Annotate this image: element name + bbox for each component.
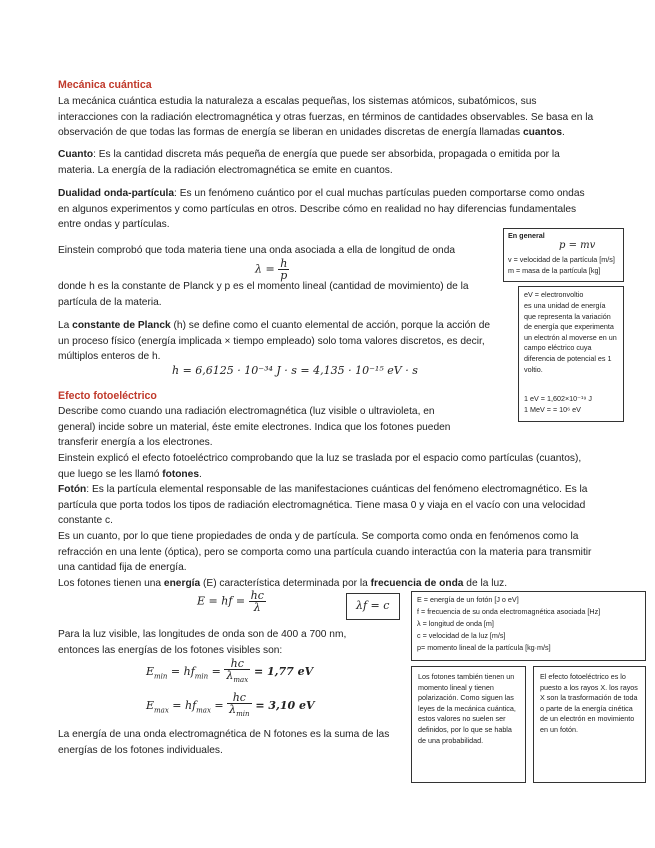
- planck-text: (h) se define como el cuanto elemental de acción, porque la acción de un proceso físico (energía implicada × tiempo empleado) solo toma valores discretos, es decir, múltiplos enteros de h.: [58, 320, 491, 363]
- emin-den-sub: max: [233, 676, 249, 685]
- p4-bold-energia: energía: [163, 578, 201, 589]
- foton-paragraph: [58, 482, 598, 529]
- energy-equation: [197, 590, 266, 613]
- emax-den-sub: min: [236, 710, 250, 719]
- planck-term: constante de Planck: [72, 320, 171, 331]
- box-fotones-momento: [411, 666, 526, 783]
- foton-text: : Es la partícula elemental responsable de las manifestaciones cuánticas del fenómeno electromagnético. Es la partícula que porta todos los tipos de radiación electromagnética. Tiene masa 0 y viaja en el vacío con una velocidad constante c.: [58, 484, 588, 527]
- box-general-line2: m = masa de la partícula [kg]: [508, 266, 601, 275]
- emax-num: hc: [227, 692, 251, 704]
- energy-fraction: [249, 590, 266, 613]
- energy-den: λ: [253, 601, 261, 614]
- box-general-eq: p = mv: [559, 240, 596, 251]
- emax-den-lambda: λ: [229, 703, 237, 716]
- emin-den-lambda: λ: [226, 669, 234, 682]
- emin-den: [224, 670, 250, 686]
- box-ev-text: es una unidad de energía que representa la variación de energía que experimenta un electrón al moverse en un campo eléctrico cuya diferencia de potencial es 1 voltio.: [524, 301, 617, 374]
- emax-mid: = hf: [168, 699, 197, 713]
- intro-bold: cuantos: [522, 127, 563, 139]
- emin-fraction: [224, 658, 250, 686]
- box-ev-title: eV = electronvoltio: [524, 290, 584, 299]
- emax-fraction: [227, 692, 251, 720]
- p4-bold-frecuencia: frecuencia de onda: [370, 578, 464, 589]
- p2-end: .: [199, 468, 202, 480]
- emin-sub: min: [154, 672, 168, 681]
- box-energy-line4: c = velocidad de la luz [m/s]: [417, 631, 506, 640]
- efecto-paragraph-1: Describe como cuando una radiación electromagnética (luz visible o ultravioleta, en general) incide sobre un material, éste emite electrones. Indica que los fotones pueden transferir energía a los electrones.: [58, 406, 451, 449]
- emax-sub: max: [154, 706, 169, 715]
- p2-text: Einstein explicó el efecto fotoeléctrico comprobando que la luz se traslada por el espacio como partículas (cuantos), que luego se les llamó: [58, 453, 582, 480]
- p4-mid: (E) característica determinada por la: [200, 578, 371, 589]
- dualidad-paragraph: [58, 186, 598, 233]
- box-general-line1: v = velocidad de la partícula [m/s]: [508, 255, 615, 264]
- emin-num: hc: [224, 658, 250, 670]
- box-ev-line2: 1 MeV = = 10⁶ eV: [524, 405, 581, 414]
- p2-bold: fotones: [162, 468, 199, 480]
- box-energy-line3: λ = longitud de onda [m]: [417, 619, 494, 628]
- lambda-num: h: [280, 257, 288, 270]
- efecto-paragraph-2: [58, 451, 598, 482]
- emin-equation: $E_{min} = hf_{min}$ = $\frac{hc}{\lambda_{max}}$ = 1,77 eV: [146, 657, 314, 685]
- dualidad-term: Dualidad onda-partícula: [58, 188, 175, 199]
- section-title-mecanica: Mecánica cuántica: [58, 79, 152, 91]
- emax-f-sub: max: [196, 706, 211, 715]
- emax-den: [227, 704, 251, 720]
- visible-light-paragraph: Para la luz visible, las longitudes de onda son de 400 a 700 nm, entonces las energías de los fotones visibles son:: [58, 629, 347, 656]
- cuanto-paragraph: [58, 147, 598, 178]
- planck-pre: La: [58, 320, 73, 331]
- emax-lhs: E: [146, 699, 155, 713]
- intro-end: .: [562, 127, 565, 139]
- box-ev-line1: 1 eV = 1,602×10⁻¹⁹ J: [524, 394, 593, 403]
- lambda-f-equation: λf = c: [356, 599, 390, 612]
- cuanto-term: Cuanto: [58, 149, 94, 160]
- emin-lhs: E: [146, 665, 155, 679]
- planck-paragraph: [58, 318, 498, 365]
- last-paragraph: La energía de una onda electromagnética de N fotones es la suma de las energías de los fotones individuales.: [58, 729, 390, 756]
- energy-num: hc: [250, 589, 264, 602]
- box-general-title: En general: [508, 231, 545, 240]
- emax-value: = 3,10 eV: [251, 699, 315, 713]
- lambda-den: p: [280, 269, 288, 282]
- energy-eq-lhs: E = hf =: [197, 594, 249, 608]
- efecto-paragraph-4: [58, 576, 598, 592]
- p4-pre: Los fotones tienen una: [58, 578, 164, 589]
- box-energy-line2: f = frecuencia de su onda electromagnética asociada [Hz]: [417, 607, 601, 616]
- box-electronvoltio: [518, 286, 624, 422]
- lambda-eq-lhs: λ =: [255, 262, 279, 276]
- box-energy-line5: p= momento lineal de la partícula [kg·m/s]: [417, 643, 551, 652]
- emin-f-sub: min: [194, 672, 209, 681]
- box-en-general: [503, 228, 624, 282]
- emax-equation: $E_{max} = hf_{max}$ = $\frac{hc}{\lambda_{min}}$ = 3,10 eV: [146, 691, 315, 719]
- dualidad-text: : Es un fenómeno cuántico por el cual muchas partículas pueden comportarse como ondas en algunos experimentos y como partículas en otros. Describe cómo en realidad no hay diferencias fundamentales entre ondas y partículas.: [58, 188, 585, 231]
- box-energy-line1: E = energía de un fotón [J o eV]: [417, 595, 519, 604]
- box-fotones-text: Los fotones también tienen un momento lineal y tienen polarización. Como siguen las leyes de la mecánica cuántica, estos valores no suelen ser definidos, por lo que se habla de una probabilidad.: [418, 672, 516, 745]
- lambda-f-box: [346, 593, 400, 620]
- box-energy-legend: [411, 591, 646, 661]
- planck-equation: h = 6,6125 · 10⁻³⁴ J · s = 4,135 · 10⁻¹⁵ eV · s: [172, 364, 418, 377]
- intro-paragraph: [58, 94, 598, 141]
- einstein-line: Einstein comprobó que toda materia tiene una onda asociada a ella de longitud de onda: [58, 245, 456, 256]
- emin-mid: = hf: [167, 665, 195, 679]
- lambda-equation: [255, 258, 289, 281]
- efecto-paragraph-3: Es un cuanto, por lo que tiene propiedades de onda y de partícula. Se comporta como onda en fenómenos como la refracción en una lente (óptica), pero se comporta como una partícula cuando interactúa con la materia para transmitir una cantidad fija de energía.: [58, 531, 592, 574]
- foton-term: Fotón: [58, 484, 87, 495]
- p4-end: de la luz.: [463, 578, 508, 589]
- lambda-fraction: [278, 258, 289, 281]
- section-title-efecto: Efecto fotoeléctrico: [58, 390, 157, 402]
- donde-paragraph: donde h es la constante de Planck y p es el momento lineal (cantidad de movimiento) de la partícula de la materia.: [58, 281, 469, 308]
- box-efecto-text: El efecto fotoeléctrico es lo puesto a los rayos X. los rayos X son la trasformación de toda o parte de la energía cinética de un electrón en movimiento en un fotón.: [540, 672, 638, 734]
- cuanto-text: : Es la cantidad discreta más pequeña de energía que puede ser absorbida, propagada o emitida por la materia. La energía de la radiación electromagnética se emite en cuantos.: [58, 149, 560, 176]
- emin-value: = 1,77 eV: [250, 665, 314, 679]
- intro-text: La mecánica cuántica estudia la naturaleza a escalas pequeñas, los sistemas atómicos, subatómicos, sus interacciones con la radiación electromagnética y otras fuerzas, en términos de cantidades observables. Se basa en la observación de que todas las formas de energía se liberan en unidades discretas de energía llamadas: [58, 96, 594, 139]
- box-efecto-rayos-x: [533, 666, 646, 783]
